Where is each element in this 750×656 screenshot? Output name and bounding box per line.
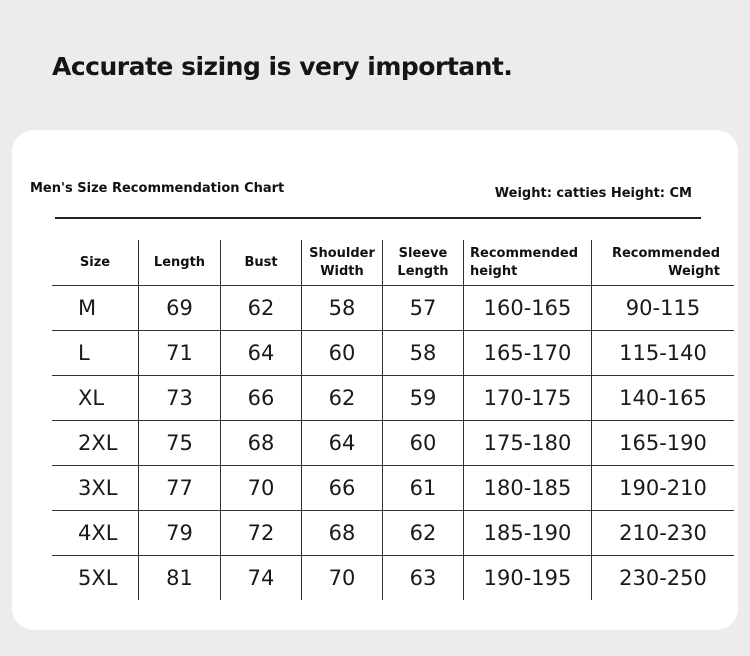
recommended-weight-cell: 210-230: [592, 511, 735, 556]
header-shoulder-label: Shoulder: [309, 245, 375, 261]
size-table: [52, 240, 734, 600]
recommended-weight-cell: 165-190: [592, 421, 735, 466]
recommended-weight-cell: 190-210: [592, 466, 735, 511]
table-row: [52, 511, 734, 556]
header-rec-weight-line2: Weight: [668, 263, 720, 279]
shoulder-width-cell: 70: [302, 556, 383, 601]
header-bust: [221, 240, 302, 286]
header-recommended-height: [464, 240, 592, 286]
header-rec-height-line1: Recommended: [470, 245, 579, 261]
size-cell: M: [52, 286, 139, 331]
table-row: [52, 376, 734, 421]
recommended-height-cell: 190-195: [464, 556, 592, 601]
header-bust-label: Bust: [244, 254, 278, 270]
header-rec-height-line2: height: [470, 263, 518, 279]
recommended-height-cell: 185-190: [464, 511, 592, 556]
header-width-label: Width: [320, 263, 364, 279]
recommended-weight-cell: 230-250: [592, 556, 735, 601]
length-cell: 73: [139, 376, 221, 421]
size-cell: L: [52, 331, 139, 376]
recommended-height-cell: 160-165: [464, 286, 592, 331]
sleeve-length-cell: 59: [383, 376, 464, 421]
recommended-height-cell: 180-185: [464, 466, 592, 511]
sleeve-length-cell: 61: [383, 466, 464, 511]
sleeve-length-cell: 63: [383, 556, 464, 601]
shoulder-width-cell: 64: [302, 421, 383, 466]
shoulder-width-cell: 66: [302, 466, 383, 511]
size-table-header-row: [52, 240, 734, 286]
recommended-height-cell: 165-170: [464, 331, 592, 376]
header-recommended-weight: [592, 240, 735, 286]
header-sleeve-label: Sleeve: [398, 245, 448, 261]
table-row: [52, 556, 734, 601]
chart-title: Men's Size Recommendation Chart: [30, 181, 285, 196]
size-cell: 2XL: [52, 421, 139, 466]
bust-cell: 66: [221, 376, 302, 421]
header-rec-weight-line1: Recommended: [611, 245, 720, 261]
bust-cell: 74: [221, 556, 302, 601]
title-divider: [55, 217, 701, 219]
recommended-height-cell: 170-175: [464, 376, 592, 421]
sleeve-length-cell: 60: [383, 421, 464, 466]
bust-cell: 68: [221, 421, 302, 466]
size-cell: XL: [52, 376, 139, 421]
bust-cell: 72: [221, 511, 302, 556]
recommended-height-cell: 175-180: [464, 421, 592, 466]
length-cell: 77: [139, 466, 221, 511]
shoulder-width-cell: 62: [302, 376, 383, 421]
length-cell: 81: [139, 556, 221, 601]
sleeve-length-cell: 58: [383, 331, 464, 376]
sleeve-length-cell: 62: [383, 511, 464, 556]
bust-cell: 64: [221, 331, 302, 376]
bust-cell: 70: [221, 466, 302, 511]
header-size-label: Size: [79, 254, 111, 270]
shoulder-width-cell: 58: [302, 286, 383, 331]
length-cell: 71: [139, 331, 221, 376]
header-shoulder-width: [302, 240, 383, 286]
shoulder-width-cell: 68: [302, 511, 383, 556]
size-cell: 3XL: [52, 466, 139, 511]
length-cell: 69: [139, 286, 221, 331]
header-size: [52, 240, 139, 286]
header-sleeve-length: [383, 240, 464, 286]
table-row: [52, 286, 734, 331]
bust-cell: 62: [221, 286, 302, 331]
header-length-label: Length: [153, 254, 206, 270]
recommended-weight-cell: 115-140: [592, 331, 735, 376]
header-length: [139, 240, 221, 286]
units-note: Weight: catties Height: CM: [494, 186, 692, 201]
length-cell: 75: [139, 421, 221, 466]
sleeve-length-cell: 57: [383, 286, 464, 331]
shoulder-width-cell: 60: [302, 331, 383, 376]
table-row: [52, 466, 734, 511]
page-headline: Accurate sizing is very important.: [52, 52, 513, 81]
length-cell: 79: [139, 511, 221, 556]
size-cell: 4XL: [52, 511, 139, 556]
size-cell: 5XL: [52, 556, 139, 601]
table-row: [52, 421, 734, 466]
header-sleeve-length-label: Length: [397, 263, 449, 279]
table-row: [52, 331, 734, 376]
recommended-weight-cell: 140-165: [592, 376, 735, 421]
recommended-weight-cell: 90-115: [592, 286, 735, 331]
